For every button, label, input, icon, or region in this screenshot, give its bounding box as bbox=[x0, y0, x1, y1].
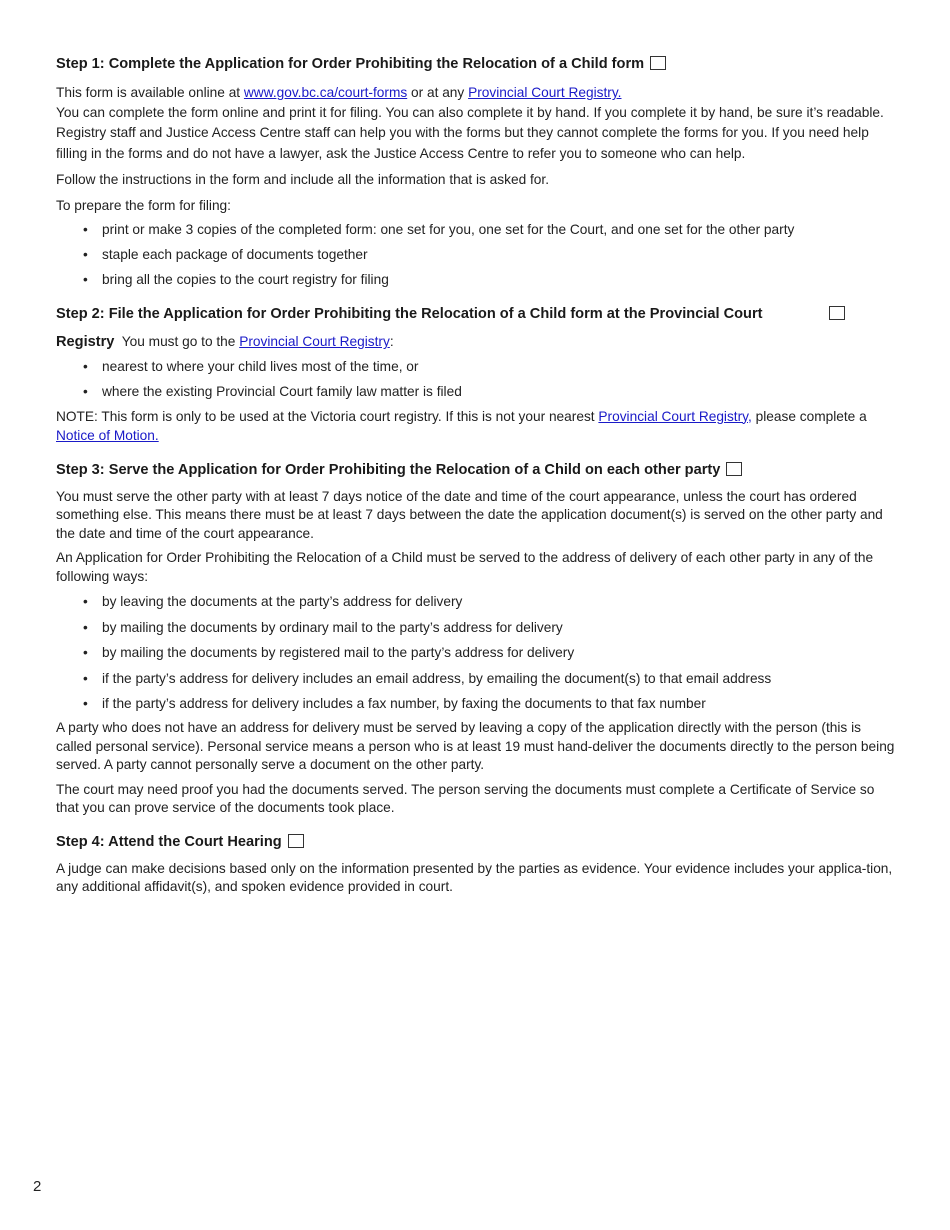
registry-link[interactable]: Provincial Court Registry bbox=[239, 334, 390, 349]
list-item: • if the party’s address for delivery includes a fax number, by faxing the documents to that fax number bbox=[56, 694, 896, 713]
step3-notice: You must serve the other party with at least 7 days notice of the date and time of the court appearance, unless the court has ordered something else. This means there must be at least 7 days between the date the application document(s) is served on the other party and the date and time of the court appearance. bbox=[56, 488, 883, 541]
step3-proof: The court may need proof you had the documents served. The person serving the documents must complete a Certificate of Service so that you can prove service of the documents took place. bbox=[56, 781, 875, 815]
step4-heading: Step 4: Attend the Court Hearing bbox=[56, 830, 896, 854]
page-number: 2 bbox=[33, 1178, 42, 1195]
step1-checkbox[interactable] bbox=[650, 56, 666, 70]
court-forms-link[interactable]: www.gov.bc.ca/court-forms bbox=[243, 85, 408, 100]
step1-heading: Step 1: Complete the Application for Order Prohibiting the Relocation of a Child form bbox=[56, 52, 896, 76]
list-item: • if the party’s address for delivery includes an email address, by emailing the document(s) to that email address bbox=[56, 669, 896, 688]
list-item: • where the existing Provincial Court family law matter is filed bbox=[56, 382, 896, 401]
step3-personal-service: A party who does not have an address for delivery must be served by leaving a copy of the application directly with the person (this is called personal service). Personal service means a person who is at least 19 must hand-deliver the documents directly to the person being served. A party cannot personally serve a document on the other party. bbox=[56, 720, 895, 772]
step3-list bbox=[56, 592, 896, 713]
page-content bbox=[56, 52, 896, 897]
step1-instructions: You can complete the form online and print it for filing. You can also complete it by hand. If you complete it by hand, be sure it’s readable. Registry staff and Justice Access Centre staff can help you with the forms but they cannot complete the forms for you. If you need help filling in the forms and do not have a lawyer, ask the Justice Access Centre to refer you to someone who can help. bbox=[56, 104, 884, 161]
step1-list bbox=[56, 220, 896, 289]
step3-heading: Step 3: Serve the Application for Order Prohibiting the Relocation of a Child on each other party bbox=[56, 458, 896, 482]
step2-heading-continued: Registry bbox=[56, 334, 115, 350]
list-item: • by mailing the documents by registered mail to the party’s address for delivery bbox=[56, 643, 896, 662]
list-item: • by leaving the documents at the party’s address for delivery bbox=[56, 592, 896, 611]
step2-heading: Step 2: File the Application for Order Prohibiting the Relocation of a Child form at the Provincial Court bbox=[56, 302, 896, 326]
list-item: • by mailing the documents by ordinary mail to the party’s address for delivery bbox=[56, 618, 896, 637]
list-item: • print or make 3 copies of the completed form: one set for you, one set for the Court, and one set for the other party bbox=[56, 220, 896, 239]
step2-list bbox=[56, 357, 896, 401]
step1-availability: This form is available online at www.gov.bc.ca/court-forms or at any Provincial Court Registry. bbox=[56, 85, 622, 100]
step4-evidence: A judge can make decisions based only on the information presented by the parties as evidence. Your evidence includes your applica-tion, any additional affidavit(s), and spoken evidence provided in court. bbox=[56, 860, 893, 894]
step3-ways: An Application for Order Prohibiting the Relocation of a Child must be served to the address of delivery of each other party in any of the following ways: bbox=[56, 550, 874, 584]
list-item: • staple each package of documents together bbox=[56, 245, 896, 264]
list-item: • bring all the copies to the court registry for filing bbox=[56, 270, 896, 289]
registry-link[interactable]: Provincial Court Registry, bbox=[598, 408, 752, 424]
step1-prepare: To prepare the form for filing: bbox=[56, 197, 231, 213]
step2-intro: Registry You must go to the Provincial Court Registry: bbox=[56, 334, 394, 350]
step1-follow: Follow the instructions in the form and include all the information that is asked for. bbox=[56, 172, 550, 187]
step2-checkbox[interactable] bbox=[829, 306, 845, 320]
registry-link[interactable]: Provincial Court Registry. bbox=[468, 85, 622, 100]
step2-note: NOTE: This form is only to be used at the Victoria court registry. If this is not your nearest Provincial Court Registry, please complete a Notice of Motion. bbox=[56, 408, 867, 443]
step3-checkbox[interactable] bbox=[726, 462, 742, 476]
step4-checkbox[interactable] bbox=[288, 834, 304, 848]
notice-of-motion-link[interactable]: Notice of Motion. bbox=[56, 428, 159, 443]
list-item: • nearest to where your child lives most of the time, or bbox=[56, 357, 896, 376]
